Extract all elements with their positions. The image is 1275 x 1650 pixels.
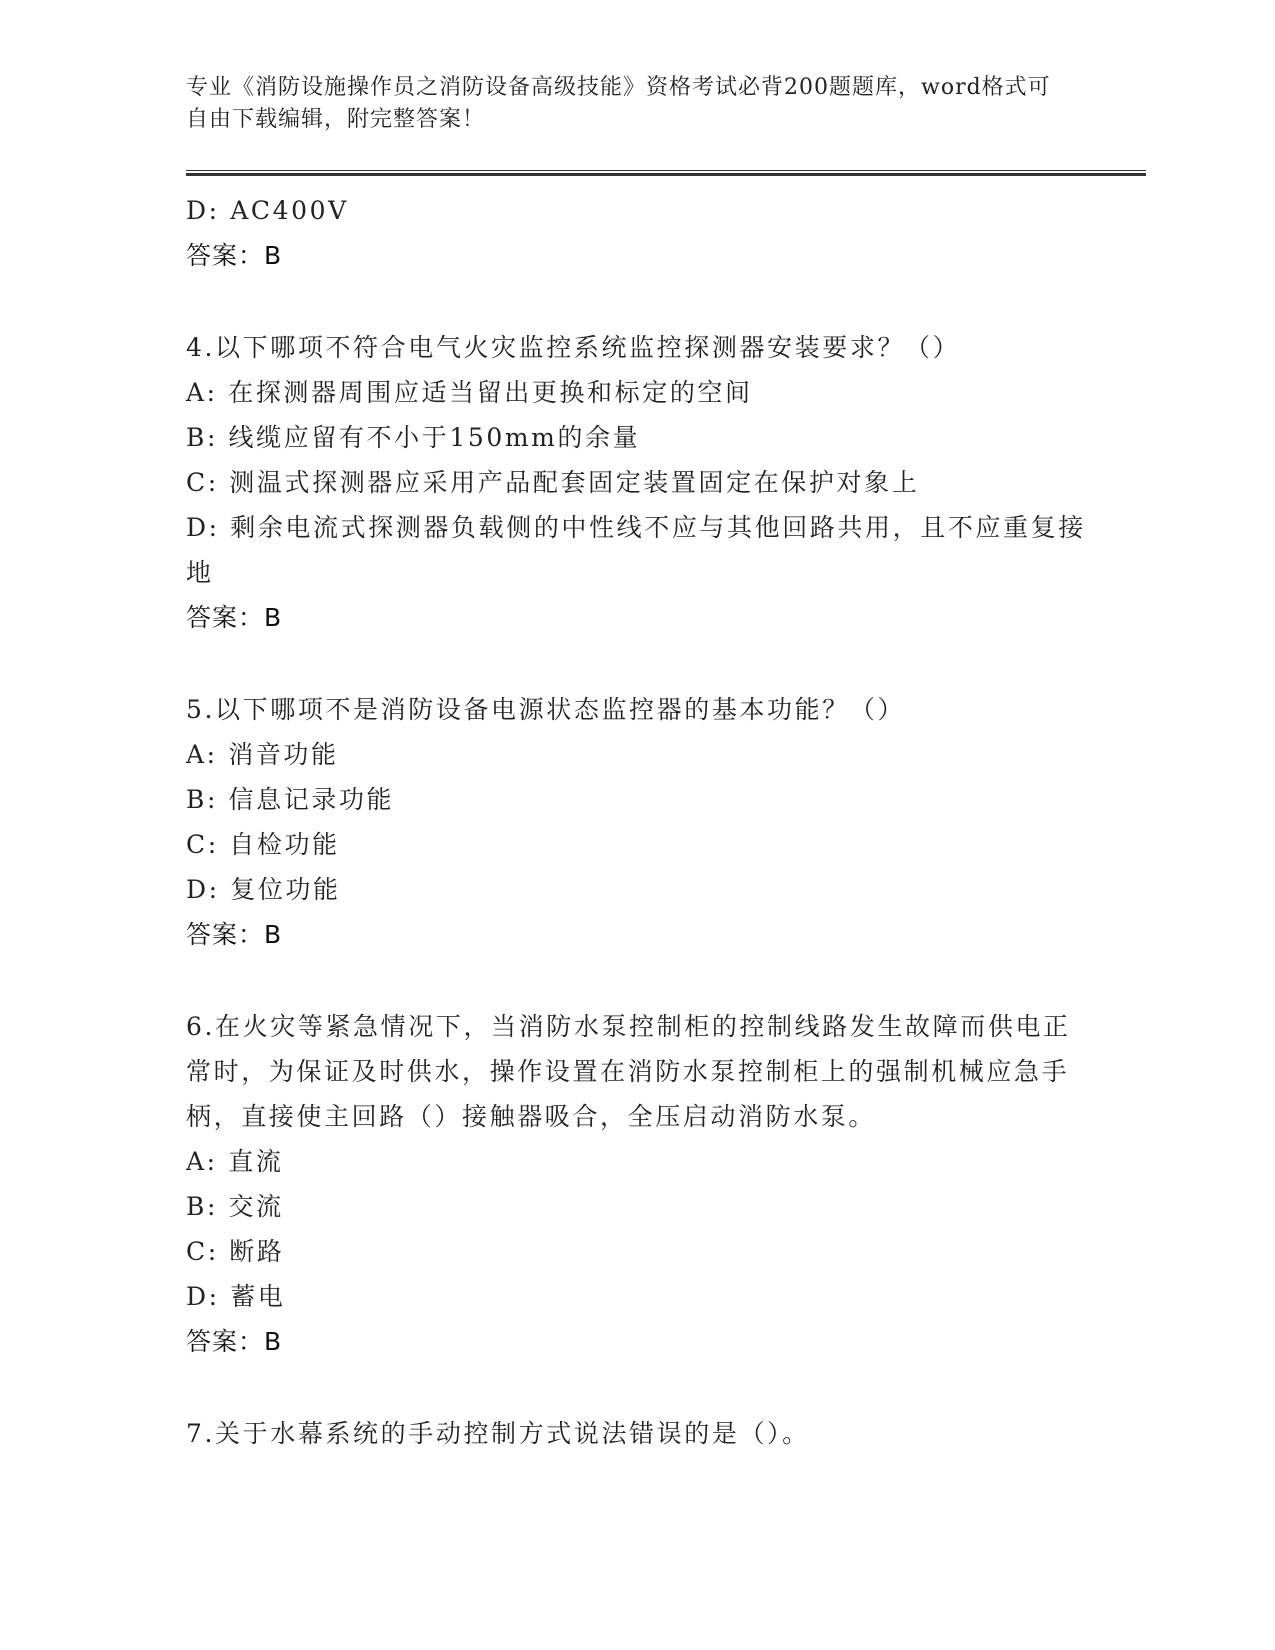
- option-d: D: 蓄电: [186, 1282, 286, 1311]
- question-stem: 7.关于水幕系统的手动控制方式说法错误的是（）。: [186, 1419, 810, 1448]
- answer-line: 答案：B: [186, 241, 283, 270]
- document-body: [186, 188, 1086, 1456]
- option-a: A: 消音功能: [186, 740, 339, 769]
- question-6: [186, 1004, 1086, 1364]
- header-rule-thick: [186, 173, 1146, 176]
- option-c: C: 测温式探测器应采用产品配套固定装置固定在保护对象上: [186, 468, 920, 497]
- option-d: D: 复位功能: [186, 875, 341, 904]
- question-5: [186, 687, 1086, 957]
- option-d-continued: D: AC400V: [186, 196, 349, 225]
- option-d: D: 剩余电流式探测器负载侧的中性线不应与其他回路共用，且不应重复接地: [186, 513, 1086, 587]
- document-header: 专业《消防设施操作员之消防设备高级技能》资格考试必背200题题库，word格式可自由下载编辑，附完整答案！: [186, 75, 1051, 132]
- question-7: [186, 1411, 1086, 1456]
- option-b: B: 线缆应留有不小于150mm的余量: [186, 423, 641, 452]
- option-c: C: 自检功能: [186, 830, 340, 859]
- answer-line: 答案：B: [186, 603, 283, 632]
- question-4: [186, 325, 1086, 640]
- option-a: A: 在探测器周围应适当留出更换和标定的空间: [186, 378, 753, 407]
- answer-line: 答案：B: [186, 920, 283, 949]
- header-rule-thin: [186, 170, 1146, 171]
- question-stem: 5.以下哪项不是消防设备电源状态监控器的基本功能？（）: [186, 695, 906, 724]
- question-stem: 4.以下哪项不符合电气火灾监控系统监控探测器安装要求？（）: [186, 333, 961, 362]
- question-stem: 6.在火灾等紧急情况下，当消防水泵控制柜的控制线路发生故障而供电正常时，为保证及时供水，操作设置在消防水泵控制柜上的强制机械应急手柄，直接使主回路（）接触器吸合，全压启动消防水泵。: [186, 1012, 1071, 1131]
- answer-line: 答案：B: [186, 1327, 283, 1356]
- option-c: C: 断路: [186, 1237, 285, 1266]
- option-a: A: 直流: [186, 1147, 284, 1176]
- option-b: B: 交流: [186, 1192, 284, 1221]
- option-b: B: 信息记录功能: [186, 785, 395, 814]
